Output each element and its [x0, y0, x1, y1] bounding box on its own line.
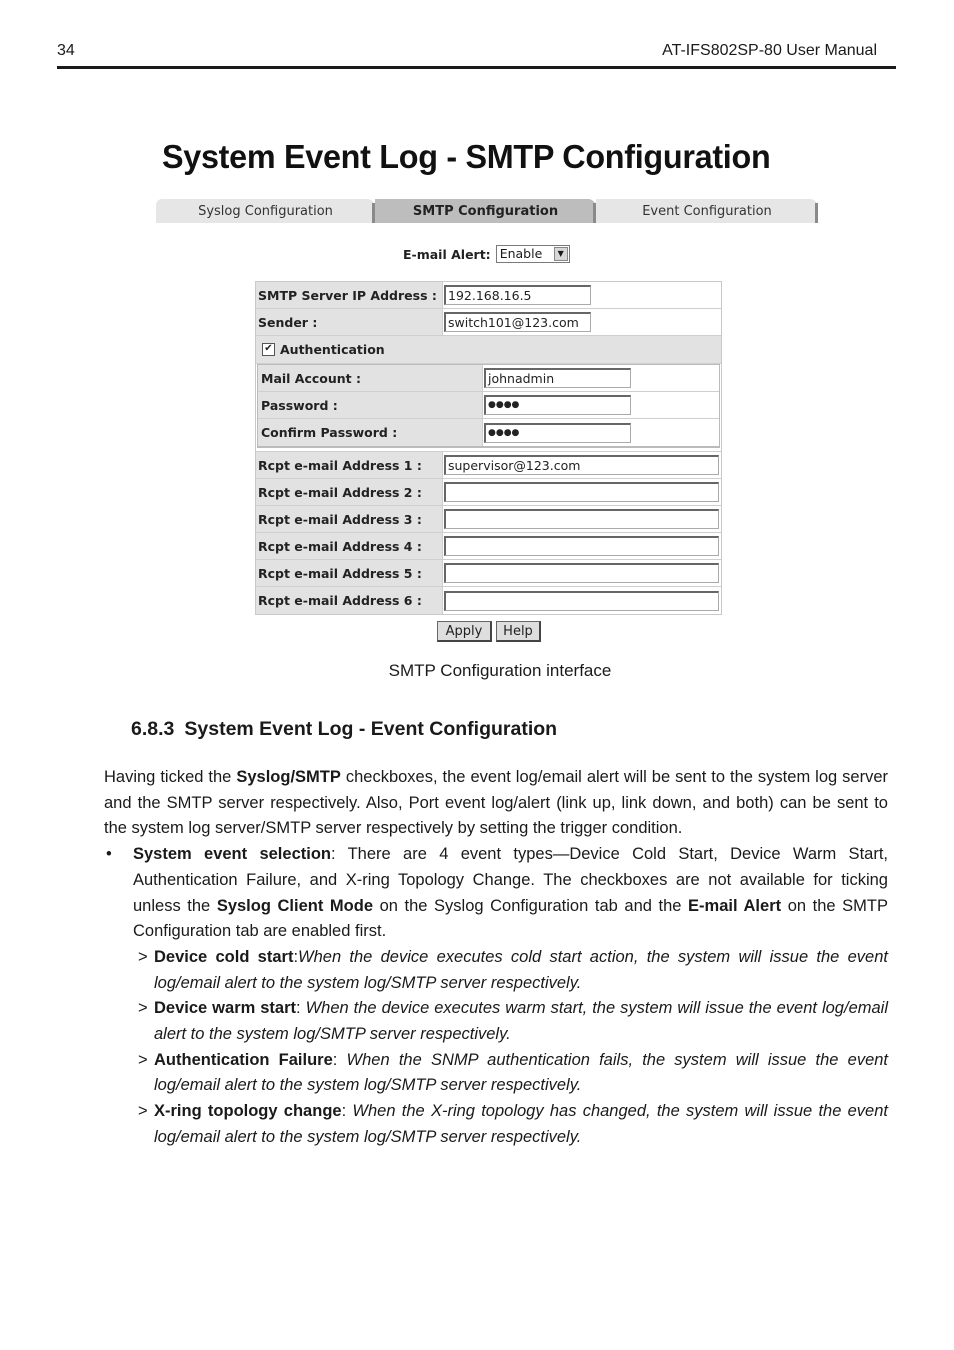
- authentication-row: [256, 336, 721, 364]
- apply-button[interactable]: Apply: [437, 621, 492, 642]
- arrow-marker-icon: >: [138, 999, 148, 1018]
- text: checkboxes, the event log/email alert will be sent to the system log server and the SMTP server respectively. Also, Port event log/alert (link up, link down, and both) can be sent to the system log server/SMTP server respectively by setting the trigger condition.: [104, 768, 889, 838]
- rcpt-6-label: Rcpt e-mail Address 6 :: [256, 587, 443, 614]
- rcpt-6-input[interactable]: [444, 591, 719, 611]
- rcpt-3-input[interactable]: [444, 509, 719, 529]
- bold-term: E-mail Alert: [688, 896, 782, 915]
- sub-item-authentication-failure: [104, 1048, 888, 1099]
- rcpt-3-label: Rcpt e-mail Address 3 :: [256, 506, 443, 532]
- password-input[interactable]: ●●●●: [484, 395, 631, 415]
- authentication-checkbox[interactable]: ✔: [262, 343, 275, 356]
- confirm-password-label: Confirm Password :: [258, 419, 483, 446]
- separator: :: [293, 947, 299, 966]
- sub-item-device-cold-start: [104, 945, 888, 996]
- rcpt-row-5: [256, 560, 721, 587]
- mail-account-input[interactable]: johnadmin: [484, 368, 631, 388]
- form-buttons: [437, 621, 541, 642]
- rcpt-row-6: [256, 587, 721, 614]
- arrow-marker-icon: >: [138, 1050, 148, 1069]
- description: When the device executes warm start, the system will issue the event log/email alert to the system log/SMTP server respectively.: [154, 999, 888, 1044]
- description: When the SNMP authentication fails, the system will issue the event log/email alert to the system log/SMTP server respectively.: [154, 1050, 889, 1095]
- email-alert-label: E-mail Alert:: [403, 246, 491, 262]
- rcpt-5-label: Rcpt e-mail Address 5 :: [256, 560, 443, 586]
- arrow-marker-icon: >: [138, 1102, 148, 1121]
- body-text: [104, 765, 888, 1151]
- smtp-config-table: [255, 281, 722, 615]
- separator: :: [341, 1102, 347, 1121]
- confirm-password-input[interactable]: ●●●●: [484, 423, 631, 443]
- description: When the X-ring topology has changed, the system will issue the event log/email alert to the system log/SMTP server respectively.: [154, 1102, 888, 1146]
- password-row: [258, 392, 719, 419]
- bold-term: System event selection: [133, 845, 331, 864]
- mail-account-label: Mail Account :: [258, 365, 483, 391]
- tab-bar: [156, 199, 818, 223]
- rcpt-4-label: Rcpt e-mail Address 4 :: [256, 533, 443, 559]
- bold-term: Device warm start: [154, 999, 297, 1018]
- sender-row: [256, 309, 721, 336]
- text: on the Syslog Configuration tab and the: [373, 896, 689, 915]
- page-number: 34: [57, 42, 75, 59]
- separator: :: [332, 1050, 338, 1069]
- email-alert-row: [403, 245, 570, 263]
- manual-title: AT-IFS802SP-80 User Manual: [662, 42, 877, 59]
- email-alert-select[interactable]: [496, 245, 570, 263]
- header-rule: [57, 66, 896, 69]
- tab-syslog-configuration[interactable]: Syslog Configuration: [156, 199, 375, 223]
- smtp-server-label: SMTP Server IP Address :: [256, 282, 443, 308]
- text: Having ticked the: [104, 768, 237, 786]
- smtp-server-row: [256, 282, 721, 309]
- password-label: Password :: [258, 392, 483, 418]
- description: When the device executes cold start action, the system will issue the event log/email alert to the system log/SMTP server respectively.: [154, 947, 888, 992]
- text: on the SMTP Configuration tab are enabled first.: [133, 896, 888, 941]
- rcpt-row-3: [256, 506, 721, 533]
- bold-term: Syslog Client Mode: [216, 896, 373, 915]
- rcpt-row-2: [256, 479, 721, 506]
- authentication-subtable: [257, 364, 720, 448]
- bullet-icon: •: [106, 845, 112, 864]
- rcpt-4-input[interactable]: [444, 536, 719, 556]
- bullet-system-event-selection: [104, 842, 888, 945]
- bold-term: Syslog/SMTP: [236, 768, 341, 786]
- section-heading: [131, 718, 557, 741]
- sender-label: Sender :: [256, 309, 443, 335]
- page-header: [57, 42, 895, 64]
- tab-event-configuration[interactable]: Event Configuration: [596, 199, 818, 223]
- rcpt-2-label: Rcpt e-mail Address 2 :: [256, 479, 443, 505]
- chevron-down-icon[interactable]: ▼: [554, 247, 568, 261]
- tab-smtp-configuration[interactable]: SMTP Configuration: [375, 199, 596, 223]
- sub-item-device-warm-start: [104, 996, 888, 1047]
- text: : There are 4 event types—Device Cold Start, Device Warm Start, Authentication Failure, and X-ring Topology Change. The checkboxes are not available for ticking unless the: [133, 845, 888, 915]
- bold-term: X-ring topology change: [154, 1102, 342, 1121]
- sub-item-xring-topology-change: [104, 1099, 888, 1150]
- rcpt-row-1: [256, 452, 721, 479]
- rcpt-1-label: Rcpt e-mail Address 1 :: [256, 452, 443, 478]
- help-button[interactable]: Help: [496, 621, 541, 642]
- rcpt-2-input[interactable]: [444, 482, 719, 502]
- bold-term: Authentication Failure: [154, 1050, 333, 1069]
- sender-input[interactable]: switch101@123.com: [444, 312, 591, 332]
- intro-paragraph: [104, 765, 888, 842]
- bold-term: Device cold start: [154, 947, 294, 966]
- section-number: 6.8.3: [131, 718, 175, 740]
- section-title: System Event Log - Event Configuration: [184, 718, 558, 740]
- authentication-label: Authentication: [280, 342, 385, 357]
- separator: :: [296, 999, 301, 1018]
- figure-title: System Event Log - SMTP Configuration: [162, 138, 771, 175]
- rcpt-row-4: [256, 533, 721, 560]
- mail-account-row: [258, 365, 719, 392]
- figure-caption: SMTP Configuration interface: [388, 661, 612, 680]
- confirm-password-row: [258, 419, 719, 446]
- email-alert-value: Enable: [499, 246, 543, 261]
- arrow-marker-icon: >: [138, 947, 148, 966]
- rcpt-1-input[interactable]: supervisor@123.com: [444, 455, 719, 475]
- rcpt-5-input[interactable]: [444, 563, 719, 583]
- smtp-server-input[interactable]: 192.168.16.5: [444, 285, 591, 305]
